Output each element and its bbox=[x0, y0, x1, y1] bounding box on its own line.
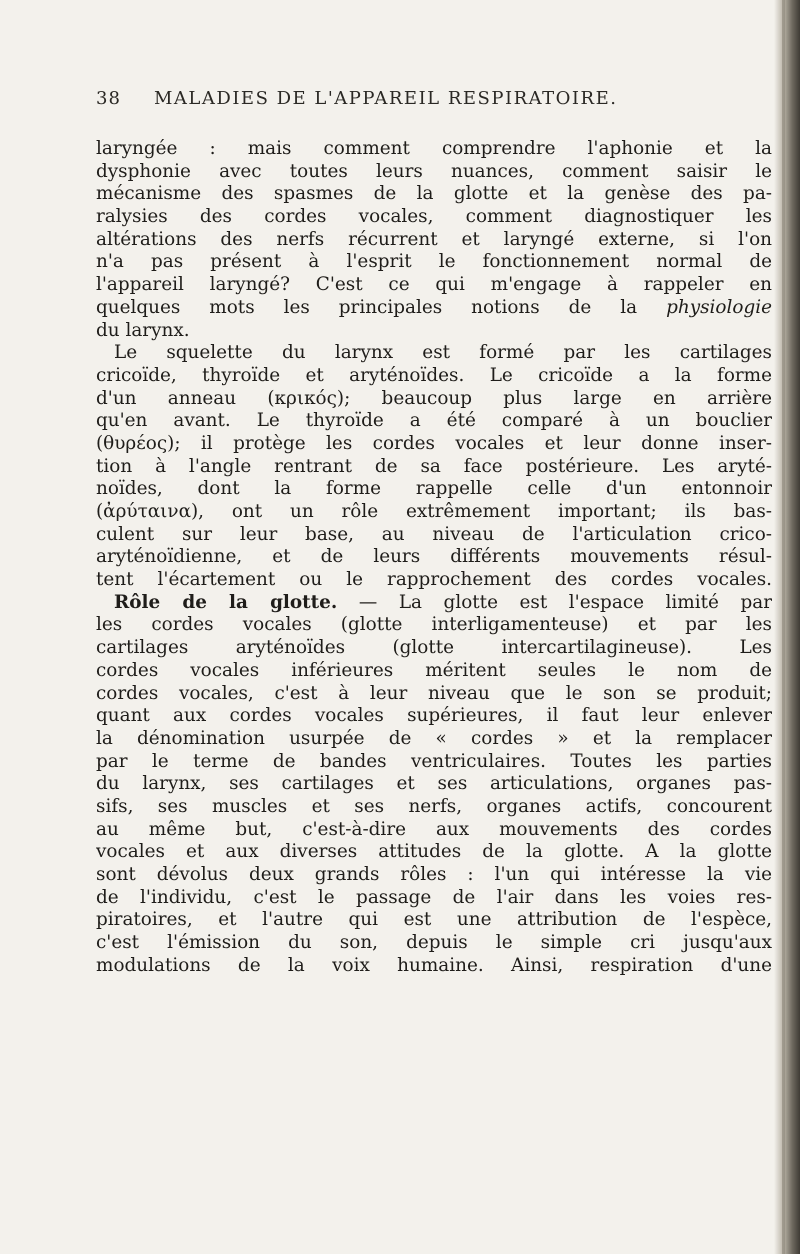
text-line: du larynx. bbox=[96, 319, 190, 341]
text-line: culent sur leur base, au niveau de l'articulation crico- bbox=[96, 523, 772, 545]
text-line: modulations de la voix humaine. Ainsi, respiration d'une bbox=[96, 954, 772, 976]
text-line: c'est l'émission du son, depuis le simple cri jusqu'aux bbox=[96, 932, 772, 954]
text-line: ralysies des cordes vocales, comment diagnostiquer les bbox=[96, 206, 772, 228]
text-line: dysphonie avec toutes leurs nuances, comment saisir le bbox=[96, 160, 772, 182]
text-line: altérations des nerfs récurrent et laryngé externe, si l'on bbox=[96, 228, 772, 250]
text-line: aryténoïdienne, et de leurs différents mouvements résul- bbox=[96, 546, 772, 568]
page-number: 38 bbox=[96, 88, 121, 109]
text-line: qu'en avant. Le thyroïde a été comparé à un bouclier bbox=[96, 410, 772, 432]
text-line: du larynx, ses cartilages et ses articulations, organes pas- bbox=[96, 773, 772, 795]
text-line: tion à l'angle rentrant de sa face postérieure. Les aryté- bbox=[96, 455, 772, 477]
paragraph-start: Le squelette du larynx est formé par les cartilages bbox=[114, 342, 772, 364]
text-line: laryngée : mais comment comprendre l'aphonie et la bbox=[96, 138, 772, 159]
text-line: vocales et aux diverses attitudes de la glotte. A la glotte bbox=[96, 841, 772, 863]
text-line: par le terme de bandes ventriculaires. Toutes les parties bbox=[96, 750, 772, 772]
text-line: cordes vocales, c'est à leur niveau que le son se produit; bbox=[96, 682, 772, 704]
text-line: mécanisme des spasmes de la glotte et la genèse des pa- bbox=[96, 183, 772, 205]
text-line: sont dévolus deux grands rôles : l'un qui intéresse la vie bbox=[96, 864, 772, 885]
text-line: au même but, c'est-à-dire aux mouvements des cordes bbox=[96, 818, 772, 840]
running-title: MALADIES DE L'APPAREIL RESPIRATOIRE. bbox=[154, 88, 618, 109]
text-segment: — La glotte est l'espace limité par bbox=[358, 591, 772, 613]
italic-term: physiologie bbox=[666, 296, 772, 318]
text-line: de l'individu, c'est le passage de l'air dans les voies res- bbox=[96, 886, 772, 908]
text-line: cricoïde, thyroïde et aryténoïdes. Le cricoïde a la forme bbox=[96, 364, 772, 386]
running-header bbox=[96, 88, 716, 116]
binding-edge-shadow bbox=[774, 0, 800, 1254]
text-line: les cordes vocales (glotte interligamenteuse) et par les bbox=[96, 614, 772, 636]
text-line: piratoires, et l'autre qui est une attribution de l'espèce, bbox=[96, 909, 772, 931]
text-line: (θυρέος); il protège les cordes vocales et leur donne inser- bbox=[96, 432, 772, 454]
text-line: (ἀρύταινα), ont un rôle extrêmement important; ils bas- bbox=[96, 501, 772, 522]
text-line: cordes vocales inférieures méritent seules le nom de bbox=[96, 659, 772, 681]
text-line: d'un anneau (κρικός); beaucoup plus large en arrière bbox=[96, 387, 772, 409]
text-line: l'appareil laryngé? C'est ce qui m'engage à rappeler en bbox=[96, 274, 772, 296]
text-line-with-term bbox=[96, 297, 772, 320]
text-segment: quelques mots les principales notions de la bbox=[96, 296, 638, 318]
text-line: n'a pas présent à l'esprit le fonctionnement normal de bbox=[96, 251, 772, 273]
body-text bbox=[96, 138, 772, 977]
text-line: la dénomination usurpée de « cordes » et la remplacer bbox=[96, 727, 772, 749]
text-line: noïdes, dont la forme rappelle celle d'un entonnoir bbox=[96, 478, 772, 500]
text-line: quant aux cordes vocales supérieures, il faut leur enlever bbox=[96, 705, 772, 727]
section-heading-line bbox=[96, 592, 772, 615]
text-line: sifs, ses muscles et ses nerfs, organes actifs, concourent bbox=[96, 795, 772, 817]
section-heading: Rôle de la glotte. bbox=[114, 591, 338, 613]
text-line: cartilages aryténoïdes (glotte intercartilagineuse). Les bbox=[96, 637, 772, 659]
text-line: tent l'écartement ou le rapprochement des cordes vocales. bbox=[96, 569, 772, 591]
